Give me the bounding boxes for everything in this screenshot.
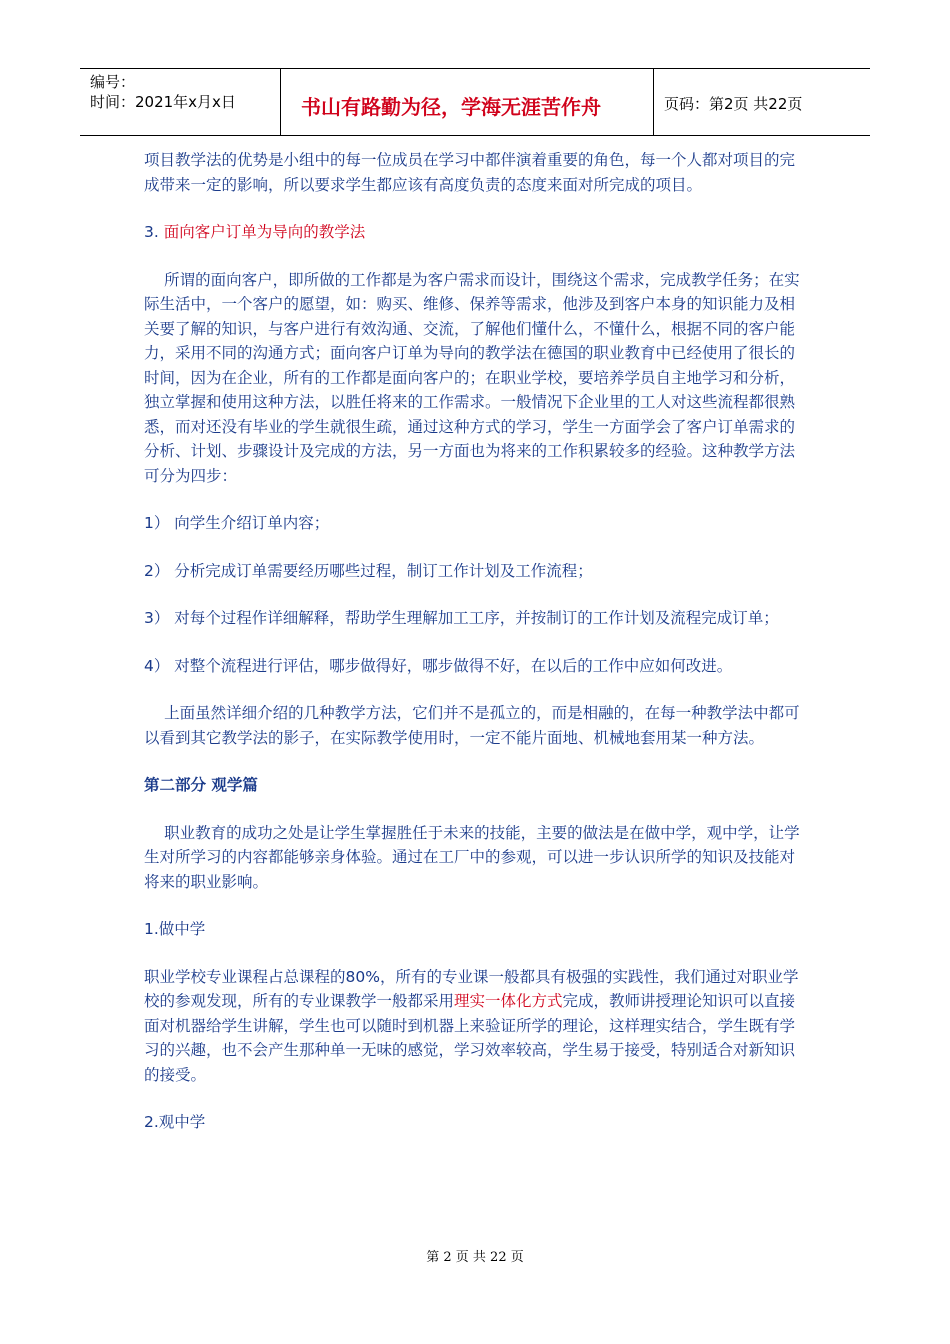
subheading-learning-by-doing: 1.做中学 [144,920,206,938]
number-label: 编号： [90,73,136,91]
section-number: 3. [144,223,159,241]
paragraph-project-advantage: 项目教学法的优势是小组中的每一位成员在学习中都伴演着重要的角色，每一个人都对项目的完成带来一定的影响，所以要求学生都应该有高度负责的态度来面对所完成的项目。 [144,151,796,194]
paragraph-methods-summary: 上面虽然详细介绍的几种教学方法，它们并不是孤立的，而是相融的，在每一种教学法中都可以看到其它教学法的影子，在实际教学使用时，一定不能片面地、机械地套用某一种方法。 [144,704,800,747]
document-header [80,68,870,136]
header-page-cell [654,69,870,135]
time-label: 时间：2021年x月x日 [90,93,236,111]
header-motto-cell [281,69,654,135]
subheading-learning-by-observing: 2.观中学 [144,1113,206,1131]
motto-text: 书山有路勤为径，学海无涯苦作舟 [301,95,601,119]
paragraph-vocational-success: 职业教育的成功之处是让学生掌握胜任于未来的技能，主要的做法是在做中学，观中学，让学生对所学习的内容都能够亲身体验。通过在工厂中的参观，可以进一步认识所学的知识及技能对将来的职业影响。 [144,823,800,891]
text-segment: 完成，教师讲授理论知识可以直接面对机器给学生讲解，学生也可以随时到机器上来验证所学的理论，这样理实结合，学生既有学习的兴趣，也不会产生那种单一无味的感觉，学习效率较高，学生易于接受，特别适合对新知识的接受。 [144,992,796,1084]
text-segment: 职业学校专业课程占总课程的80%，所有的专业课一般都具有极强的实践性，我们通过对职业学校的参观发现，所有的专业课教学一般都采用 [144,967,799,1010]
page-footer: 第 2 页 共 22 页 [426,1250,524,1265]
part-two-title: 第二部分 观学篇 [144,776,258,794]
list-item-step-3: 3） 对每个过程作详细解释，帮助学生理解加工工序，并按制订的工作计划及流程完成订单； [144,609,779,627]
highlighted-term: 理实一体化方式 [454,992,563,1010]
list-item-step-2: 2） 分析完成订单需要经历哪些过程，制订工作计划及工作流程； [144,561,593,580]
list-item-step-4: 4） 对整个流程进行评估，哪步做得好，哪步做得不好，在以后的工作中应如何改进。 [144,656,733,675]
paragraph-customer-oriented: 所谓的面向客户，即所做的工作都是为客户需求而设计，围绕这个需求，完成教学任务；在实际生活中，一个客户的愿望，如：购买、维修、保养等需求，他涉及到客户本身的知识能力及相关要了解的知识，与客户进行有效沟通、交流，了解他们懂什么，不懂什么，根据不同的客户能力，采用不同的沟通方式；面向客户订单为导向的教学法在德国的职业教育中已经使用了很长的时间，因为在企业，所有的工作都是面向客户的；在职业学校，要培养学员自主地学习和分析，独立掌握和使用这种方法，以胜任将来的工作需求。一般情况下企业里的工人对这些流程都很熟悉，而对还没有毕业的学生就很生疏，通过这种方式的学习，学生一方面学会了客户订单需求的分析、计划、步骤设计及完成的方法，另一方面也为将来的工作积累较多的经验。这种教学方法可分为四步： [144,270,800,485]
list-item-step-1: 1） 向学生介绍订单内容； [144,514,330,532]
header-info-cell [80,69,281,135]
section-heading-3 [144,220,806,245]
paragraph-learning-by-doing [144,965,806,1088]
document-body [144,148,806,1158]
page-code: 页码：第2页 共22页 [664,95,803,113]
section-title: 面向客户订单为导向的教学法 [163,223,366,241]
